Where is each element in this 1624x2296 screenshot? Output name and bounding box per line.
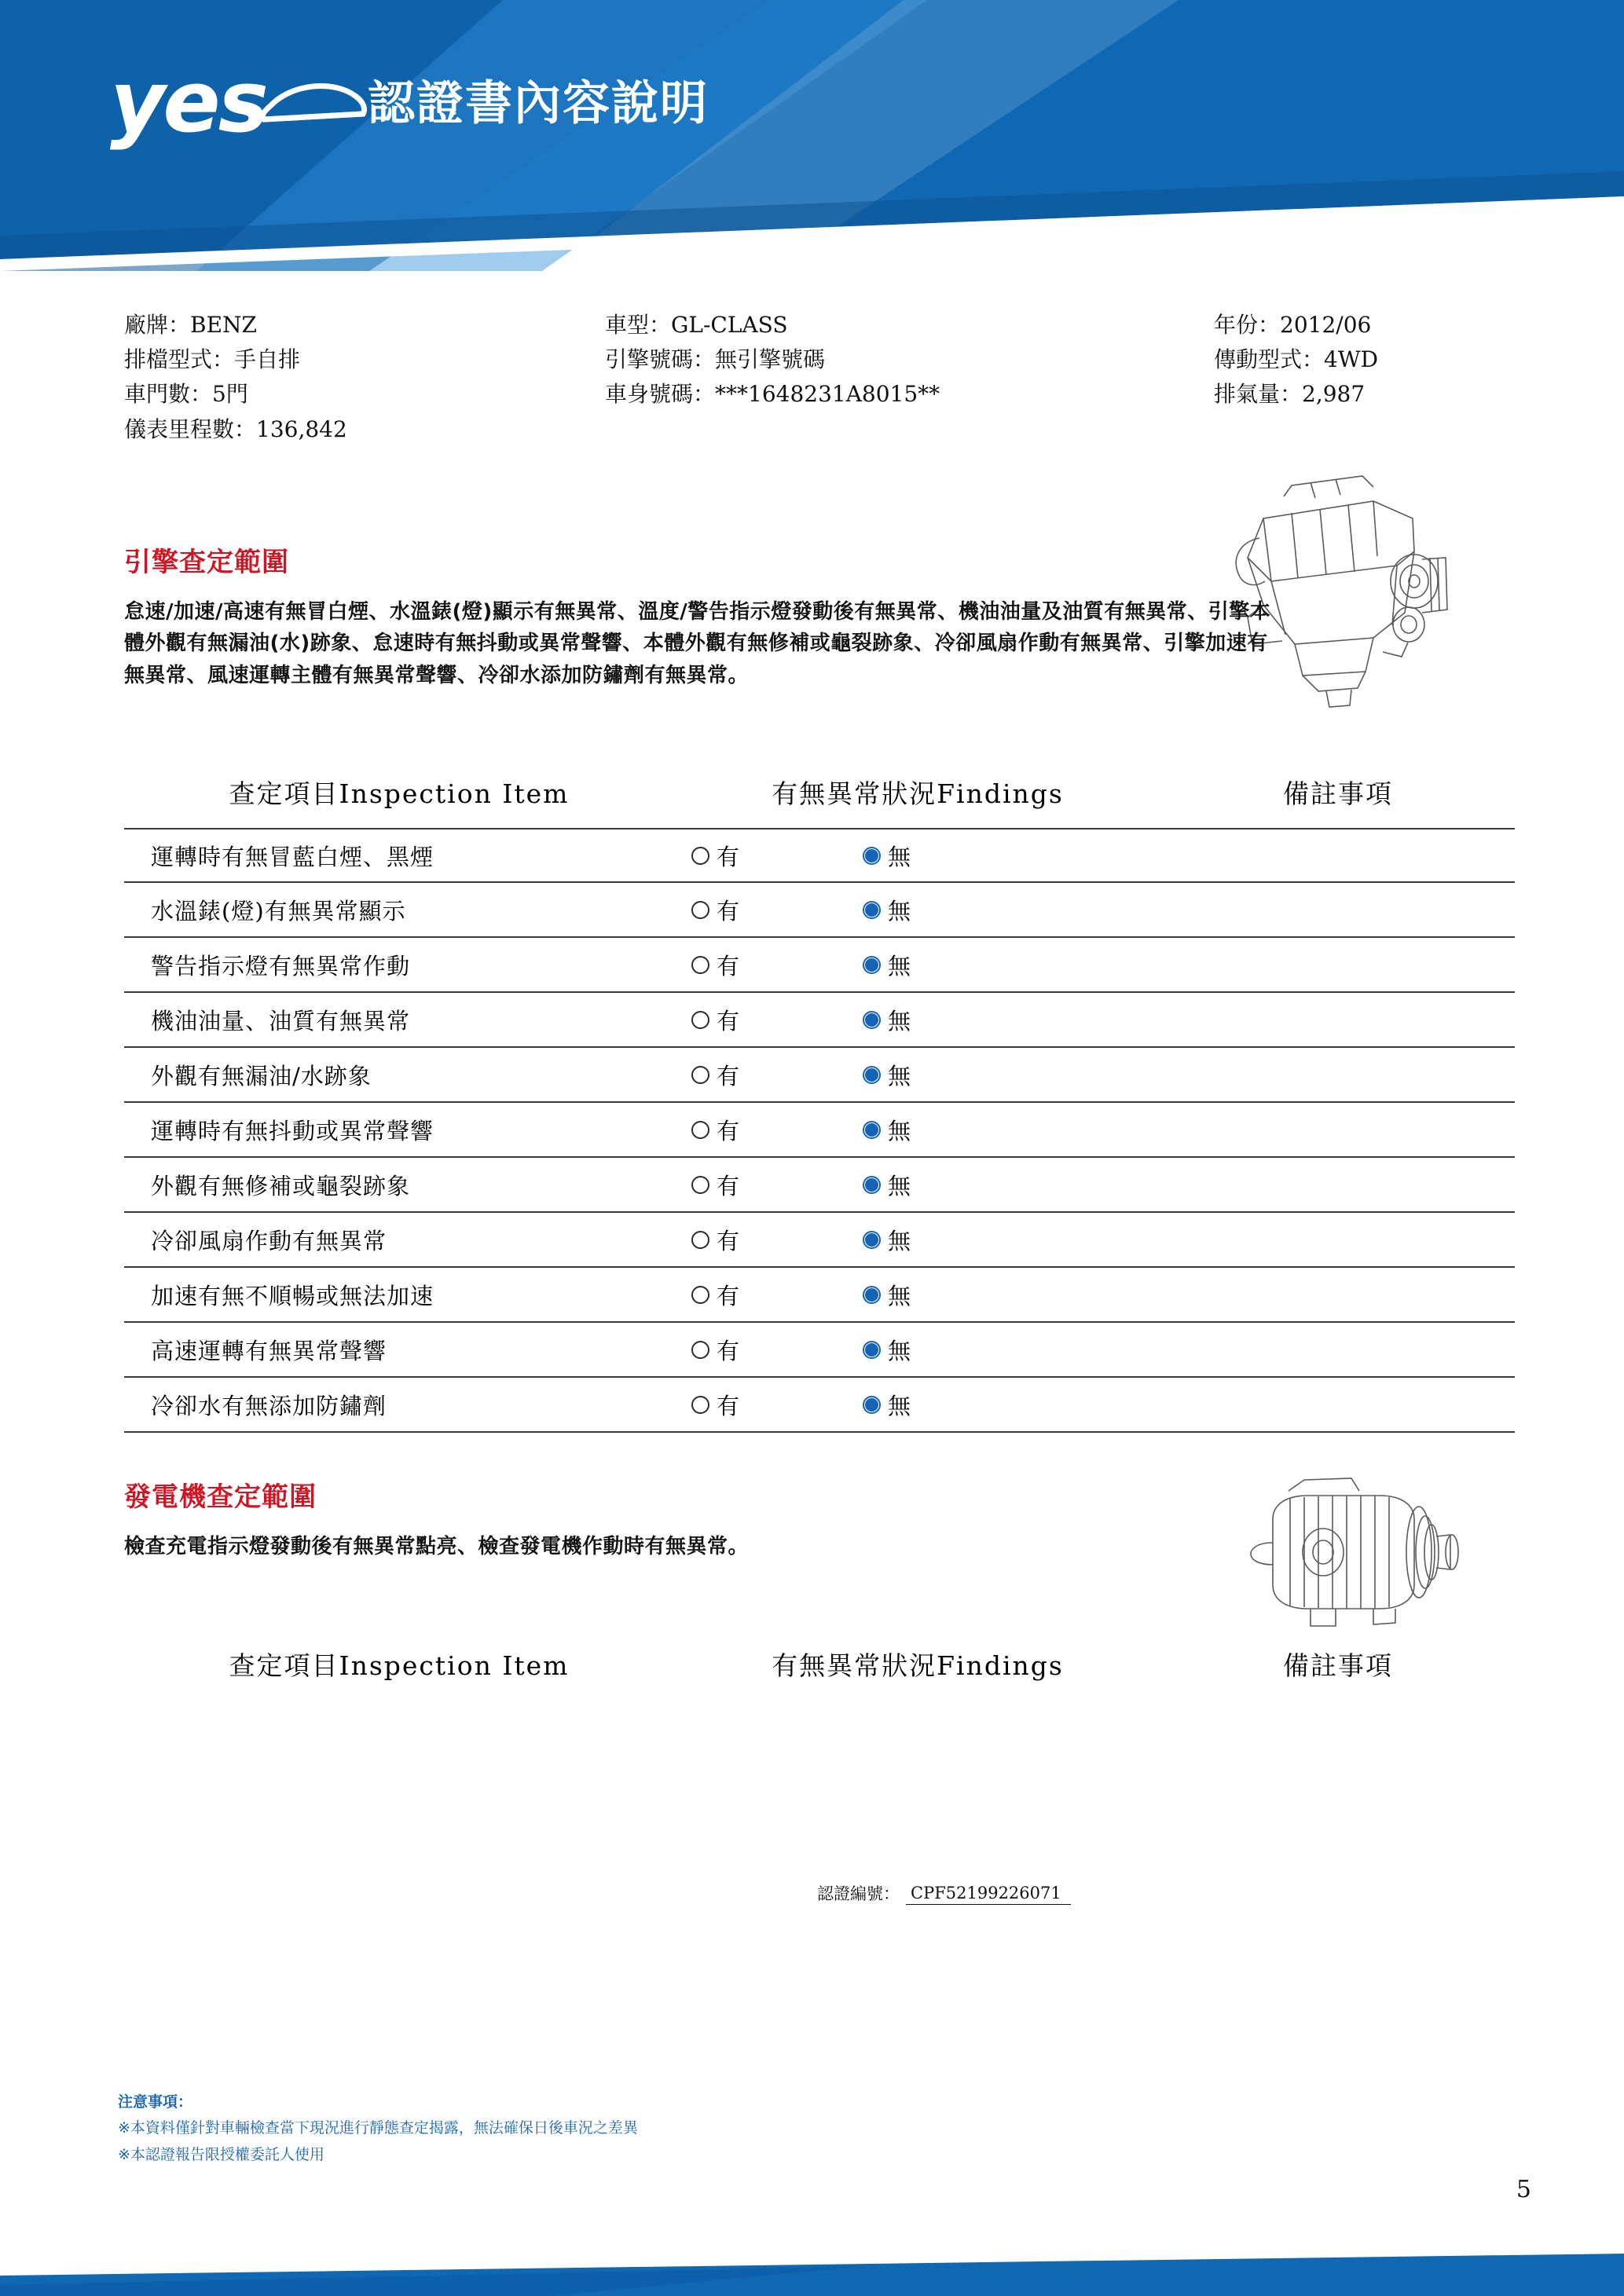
row-findings (674, 949, 1161, 981)
row-findings (674, 1169, 1161, 1201)
header-inspection-item: 查定項目Inspection Item (229, 1650, 570, 1681)
radio-option-yes[interactable] (674, 1389, 855, 1421)
radio-no-icon[interactable] (863, 847, 881, 865)
radio-no-label: 無 (888, 1337, 911, 1364)
radio-yes-icon[interactable] (691, 1121, 709, 1139)
radio-no-label: 無 (888, 1062, 911, 1089)
engine-inspection-table (124, 774, 1515, 1433)
row-findings (674, 1059, 1161, 1091)
radio-no-label: 無 (888, 1227, 911, 1254)
header-inspection-item: 查定項目Inspection Item (229, 778, 570, 809)
engine-section (124, 540, 1287, 691)
radio-no-icon[interactable] (863, 1121, 881, 1139)
row-findings (674, 1334, 1161, 1366)
row-item-label: 水溫錶(燈)有無異常顯示 (151, 897, 406, 925)
page-number: 5 (1516, 2176, 1531, 2203)
radio-yes-icon[interactable] (691, 901, 709, 919)
header-findings: 有無異常狀況Findings (772, 1650, 1064, 1681)
vehicle-info-column-3 (1214, 308, 1378, 412)
certificate-number-label: 認證編號： (817, 1884, 900, 1903)
info-transmission: 排檔型式：手自排 (124, 346, 301, 373)
row-findings (674, 1389, 1161, 1421)
radio-yes-label: 有 (717, 843, 740, 870)
radio-option-yes[interactable] (674, 949, 855, 981)
radio-option-yes[interactable] (674, 894, 855, 926)
radio-option-no[interactable] (855, 1114, 1036, 1146)
radio-yes-icon[interactable] (691, 1231, 709, 1249)
page-title: 認證書內容說明 (368, 76, 709, 131)
row-item-label: 外觀有無漏油/水跡象 (151, 1062, 372, 1089)
radio-yes-label: 有 (717, 1337, 740, 1364)
radio-option-no[interactable] (855, 1224, 1036, 1256)
radio-no-label: 無 (888, 843, 911, 870)
header-note: 備註事項 (1283, 778, 1393, 809)
radio-no-label: 無 (888, 952, 911, 980)
header-banner (0, 0, 1624, 271)
radio-no-label: 無 (888, 1282, 911, 1309)
table-row (124, 1378, 1515, 1433)
radio-no-label: 無 (888, 1117, 911, 1144)
table-row (124, 1268, 1515, 1323)
row-findings (674, 1114, 1161, 1146)
radio-yes-icon[interactable] (691, 1286, 709, 1304)
header-note: 備註事項 (1283, 1650, 1393, 1681)
footer-notes (118, 2089, 638, 2168)
radio-no-icon[interactable] (863, 901, 881, 919)
info-mileage: 儀表里程數：136,842 (124, 416, 347, 442)
table-row (124, 1158, 1515, 1213)
footer-bar (0, 2244, 1624, 2296)
table-row (124, 828, 1515, 883)
table-row (124, 1048, 1515, 1103)
table-row (124, 1103, 1515, 1158)
row-item-label: 高速運轉有無異常聲響 (151, 1337, 387, 1364)
radio-no-label: 無 (888, 1172, 911, 1199)
radio-yes-label: 有 (717, 1227, 740, 1254)
info-drivetrain: 傳動型式：4WD (1214, 346, 1379, 373)
row-findings (674, 1279, 1161, 1311)
table-header-row (124, 1646, 1515, 1700)
row-item-label: 機油油量、油質有無異常 (151, 1007, 411, 1034)
radio-option-no[interactable] (855, 840, 1036, 872)
engine-section-title: 引擎查定範圍 (124, 547, 289, 578)
radio-yes-label: 有 (717, 1117, 740, 1144)
radio-option-yes[interactable] (674, 1224, 855, 1256)
radio-yes-label: 有 (717, 897, 740, 925)
alternator-inspection-table (124, 1646, 1515, 1700)
radio-option-yes[interactable] (674, 1279, 855, 1311)
radio-no-icon[interactable] (863, 956, 881, 974)
radio-option-no[interactable] (855, 1389, 1036, 1421)
table-row (124, 1213, 1515, 1268)
row-item-label: 冷卻水有無添加防鏽劑 (151, 1392, 387, 1419)
radio-yes-label: 有 (717, 1172, 740, 1199)
info-year: 年份：2012/06 (1214, 312, 1372, 338)
radio-option-no[interactable] (855, 1169, 1036, 1201)
radio-option-yes[interactable] (674, 1004, 855, 1036)
row-findings (674, 840, 1161, 872)
radio-option-no[interactable] (855, 1279, 1036, 1311)
radio-no-icon[interactable] (863, 1176, 881, 1194)
radio-option-no[interactable] (855, 949, 1036, 981)
radio-yes-label: 有 (717, 1062, 740, 1089)
info-brand: 廠牌：BENZ (124, 312, 257, 338)
alternator-section (124, 1475, 1287, 1562)
radio-yes-icon[interactable] (691, 956, 709, 974)
table-row (124, 883, 1515, 938)
engine-section-description: 怠速/加速/高速有無冒白煙、水溫錶(燈)顯示有無異常、溫度/警告指示燈發動後有無異常、機油油量及油質有無異常、引擎本體外觀有無漏油(水)跡象、怠速時有無抖動或異常聲響、本體外觀有無修補或龜裂跡象、冷卻風扇作動有無異常、引擎加速有無異常、風速運轉主體有無異常聲響、冷卻水添加防鏽劑有無異常。 (124, 600, 1271, 687)
vehicle-info-column-2 (605, 308, 940, 412)
radio-yes-label: 有 (717, 1282, 740, 1309)
table-header-row (124, 774, 1515, 828)
radio-no-label: 無 (888, 1007, 911, 1034)
radio-option-yes[interactable] (674, 840, 855, 872)
radio-no-icon[interactable] (863, 1341, 881, 1359)
radio-yes-icon[interactable] (691, 1341, 709, 1359)
radio-yes-icon[interactable] (691, 847, 709, 865)
certificate-number (817, 1881, 1071, 1905)
row-item-label: 外觀有無修補或龜裂跡象 (151, 1172, 411, 1199)
certificate-number-value: CPF52199226071 (906, 1884, 1071, 1905)
radio-yes-label: 有 (717, 952, 740, 980)
row-findings (674, 894, 1161, 926)
notes-line-2: ※本認證報告限授權委託人使用 (118, 2145, 324, 2163)
radio-no-icon[interactable] (863, 1231, 881, 1249)
header-findings: 有無異常狀況Findings (772, 778, 1064, 809)
radio-no-label: 無 (888, 897, 911, 925)
vehicle-info-column-1 (124, 308, 347, 447)
radio-option-yes[interactable] (674, 1169, 855, 1201)
radio-yes-icon[interactable] (691, 1011, 709, 1029)
info-engine-number: 引擎號碼：無引擎號碼 (605, 346, 826, 373)
radio-no-icon[interactable] (863, 1396, 881, 1414)
radio-yes-icon[interactable] (691, 1066, 709, 1084)
radio-no-label: 無 (888, 1392, 911, 1419)
notes-title: 注意事項： (118, 2093, 193, 2111)
info-doors: 車門數：5門 (124, 381, 248, 408)
radio-no-icon[interactable] (863, 1066, 881, 1084)
radio-option-yes[interactable] (674, 1114, 855, 1146)
table-row (124, 938, 1515, 993)
radio-no-icon[interactable] (863, 1286, 881, 1304)
radio-yes-icon[interactable] (691, 1396, 709, 1414)
svg-text:yes: yes (110, 57, 266, 152)
radio-yes-label: 有 (717, 1007, 740, 1034)
alternator-section-title: 發電機查定範圍 (124, 1481, 317, 1513)
info-displacement: 排氣量：2,987 (1214, 381, 1366, 408)
row-item-label: 警告指示燈有無異常作動 (151, 952, 411, 980)
notes-line-1: ※本資料僅針對車輛檢查當下現況進行靜態查定揭露，無法確保日後車況之差異 (118, 2119, 638, 2137)
alternator-section-description: 檢查充電指示燈發動後有無異常點亮、檢查發電機作動時有無異常。 (124, 1535, 750, 1558)
table-row (124, 1323, 1515, 1378)
radio-no-icon[interactable] (863, 1011, 881, 1029)
brand-logo (110, 57, 393, 151)
radio-yes-icon[interactable] (691, 1176, 709, 1194)
radio-yes-label: 有 (717, 1392, 740, 1419)
row-item-label: 運轉時有無抖動或異常聲響 (151, 1117, 434, 1144)
radio-option-no[interactable] (855, 894, 1036, 926)
row-item-label: 運轉時有無冒藍白煙、黑煙 (151, 843, 434, 870)
radio-option-no[interactable] (855, 1334, 1036, 1366)
row-item-label: 加速有無不順暢或無法加速 (151, 1282, 434, 1309)
info-vin: 車身號碼：***1648231A8015** (605, 381, 940, 408)
radio-option-no[interactable] (855, 1059, 1036, 1091)
radio-option-yes[interactable] (674, 1059, 855, 1091)
row-findings (674, 1004, 1161, 1036)
radio-option-no[interactable] (855, 1004, 1036, 1036)
row-findings (674, 1224, 1161, 1256)
info-model: 車型：GL-CLASS (605, 312, 788, 338)
radio-option-yes[interactable] (674, 1334, 855, 1366)
table-row (124, 993, 1515, 1048)
row-item-label: 冷卻風扇作動有無異常 (151, 1227, 387, 1254)
